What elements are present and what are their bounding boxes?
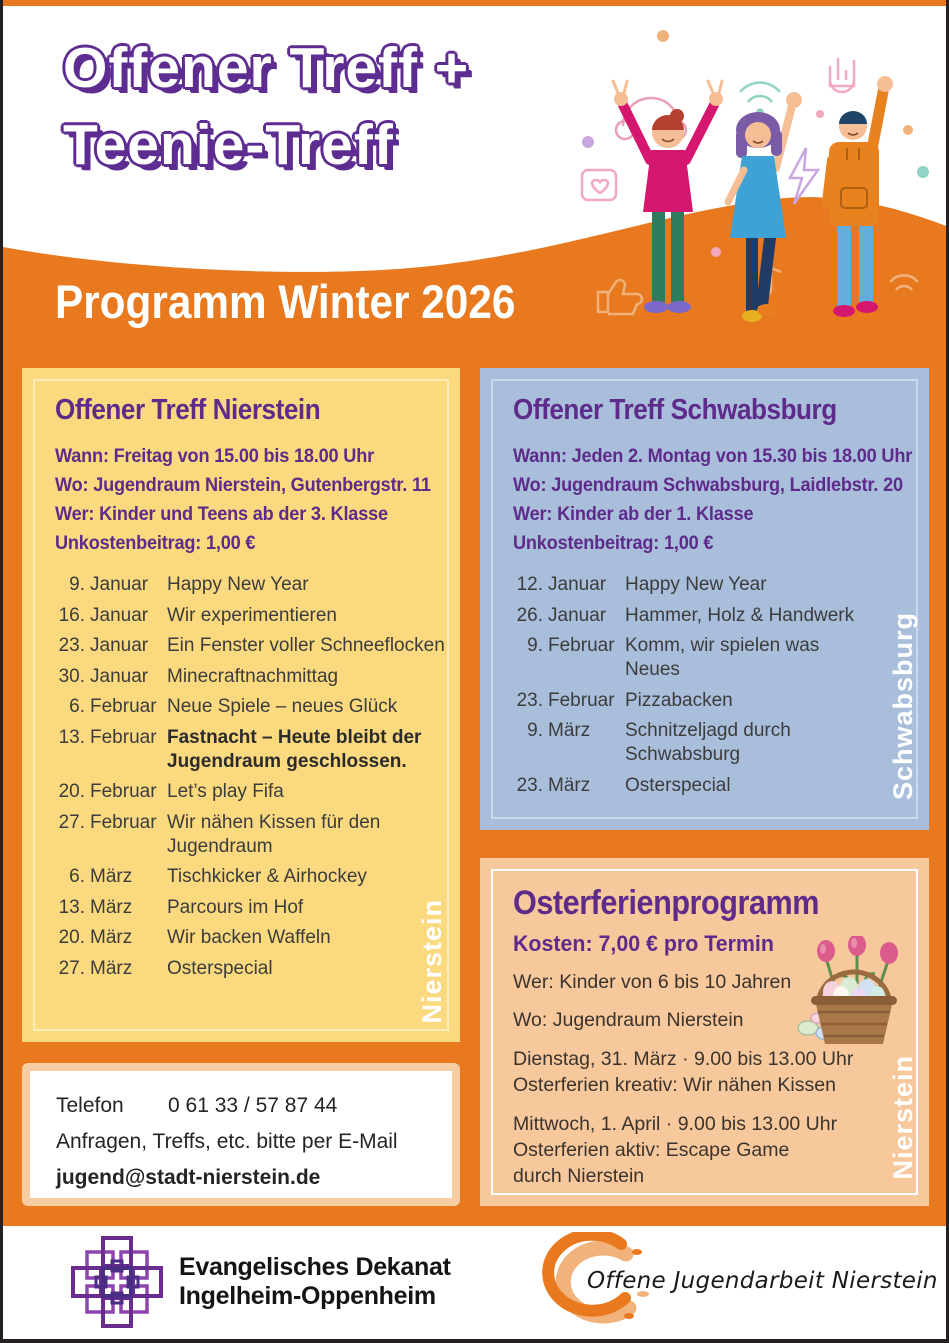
schedule-row [55, 634, 446, 658]
date-day: 9. [527, 720, 543, 741]
oster-session [513, 1111, 858, 1189]
date-month: Januar [90, 604, 149, 626]
wifi-icon [890, 275, 918, 290]
teen-middle [728, 92, 802, 322]
oster-kosten: Kosten: 7,00 € pro Termin [513, 931, 774, 956]
teens-illustration [568, 20, 940, 342]
heart-like-icon [582, 170, 616, 200]
date-month: Januar [90, 574, 149, 595]
session-date: Mittwoch, 1. April · 9.00 bis 13.00 Uhr [513, 1113, 838, 1135]
activity: Komm, wir spielen was Neues [625, 635, 820, 680]
session-date: Dienstag, 31. März · 9.00 bis 13.00 Uhr [513, 1048, 854, 1070]
card-offener-treff-schwabsburg [480, 368, 929, 830]
date-day: 23. [58, 635, 85, 656]
date-day: 20. [58, 927, 85, 948]
activity: Hammer, Holz & Handwerk [625, 604, 855, 626]
date-month: März [90, 927, 133, 948]
activity: Osterspecial [625, 774, 731, 796]
date-day: 26. [516, 604, 543, 626]
schedule-row [55, 604, 446, 628]
meta-wo: Wo: Jugendraum Schwabsburg, Laidlebstr. 20 [513, 474, 903, 496]
teen-left [613, 81, 723, 313]
session-activity-cont: durch Nierstein [513, 1165, 645, 1187]
date-month: Januar [548, 574, 607, 595]
side-label-nierstein: Nierstein [417, 899, 447, 1024]
date-month: Februar [90, 726, 157, 748]
meta-wer: Wer: Kinder und Teens ab der 3. Klasse [55, 503, 388, 525]
schedule-row [513, 719, 865, 767]
oster-session [513, 1046, 858, 1098]
card-title: Offener Treff Schwabsburg [513, 394, 837, 426]
meta-beitrag: Unkostenbeitrag: 1,00 € [513, 532, 714, 554]
date-day: 6. [69, 866, 85, 887]
activity: Happy New Year [625, 574, 767, 595]
dekanat-cross-logo [69, 1234, 165, 1330]
program-title: Programm Winter 2026 [55, 275, 516, 328]
activity: Happy New Year [167, 574, 309, 595]
phone-label: Telefon [56, 1094, 124, 1117]
date-month: Februar [548, 689, 615, 711]
schedule-row [55, 811, 446, 859]
schedule-row [55, 780, 446, 804]
date-day: 30. [58, 665, 85, 687]
date-month: Februar [548, 635, 615, 656]
schedule-list [55, 573, 446, 981]
schedule-list [513, 573, 915, 798]
date-month: Februar [90, 696, 157, 717]
date-month: Februar [90, 811, 157, 833]
date-day: 13. [58, 726, 85, 748]
date-day: 23. [516, 689, 543, 711]
oster-wo: Wo: Jugendraum Nierstein [513, 1009, 744, 1031]
card-meta [513, 442, 913, 558]
phone-number: 0 61 33 / 57 87 44 [168, 1094, 338, 1117]
card-meta [55, 442, 431, 558]
schedule-row [55, 726, 446, 774]
dekanat-line1: Evangelisches Dekanat [179, 1253, 451, 1281]
date-day: 16. [58, 604, 85, 626]
activity: Schnitzeljagd durch Schwabsburg [625, 720, 791, 765]
date-month: März [90, 957, 133, 979]
session-activity: Osterferien aktiv: Escape Game [513, 1139, 790, 1161]
date-day: 27. [58, 811, 85, 833]
side-label-schwabsburg: Schwabsburg [888, 611, 918, 800]
teen-right [827, 76, 893, 317]
schedule-row [55, 957, 446, 981]
contact-phone-row [56, 1088, 426, 1124]
card-offener-treff-nierstein [22, 368, 460, 1042]
dekanat-logo-block [69, 1234, 451, 1330]
jugendarbeit-name: Offene Jugendarbeit Nierstein [587, 1268, 938, 1294]
date-day: 9. [527, 635, 543, 656]
date-month: Januar [90, 665, 149, 687]
thumbs-up-icon [598, 280, 642, 314]
activity: Neue Spiele – neues Glück [167, 696, 398, 717]
meta-wo: Wo: Jugendraum Nierstein, Gutenbergstr. 11 [55, 474, 431, 496]
activity: Let’s play Fifa [167, 781, 284, 802]
schedule-row [55, 896, 446, 920]
page-title-line2: Teenie-Treff [63, 113, 394, 177]
activity: Pizzabacken [625, 689, 733, 711]
activity: Parcours im Hof [167, 896, 304, 918]
activity: Osterspecial [167, 957, 273, 979]
activity-closed-notice: Fastnacht – Heute bleibt der Jugendraum geschlossen. [167, 726, 422, 772]
schedule-row [513, 573, 865, 597]
date-day: 23. [516, 774, 543, 796]
page-title [63, 30, 469, 184]
schedule-row [55, 695, 446, 719]
date-month: März [548, 774, 591, 796]
lightning-icon [790, 148, 818, 204]
activity: Wir nähen Kissen für den Jugendraum [167, 811, 381, 857]
schedule-row [55, 865, 446, 889]
wifi-icon [740, 83, 780, 115]
date-month: Januar [90, 635, 149, 656]
date-day: 13. [58, 896, 85, 918]
page-title-line1: Offener Treff + [63, 36, 470, 100]
date-day: 6. [69, 696, 85, 717]
card-title: Osterferienprogramm [513, 884, 820, 922]
schedule-row [55, 926, 446, 950]
rock-hand-icon [830, 58, 854, 92]
date-day: 20. [58, 781, 85, 802]
schedule-row [513, 774, 865, 798]
schedule-row [513, 604, 865, 628]
schedule-row [513, 689, 865, 713]
date-month: März [548, 720, 591, 741]
session-activity: Osterferien kreativ: Wir nähen Kissen [513, 1074, 836, 1096]
date-month: März [90, 896, 133, 918]
dekanat-line2: Ingelheim-Oppenheim [179, 1282, 436, 1310]
meta-wann: Wann: Freitag von 15.00 bis 18.00 Uhr [55, 445, 374, 467]
dekanat-name [179, 1253, 451, 1311]
side-label-nierstein: Nierstein [888, 1055, 918, 1180]
activity: Wir backen Waffeln [167, 927, 331, 948]
meta-beitrag: Unkostenbeitrag: 1,00 € [55, 532, 256, 554]
activity: Minecraftnachmittag [167, 665, 339, 687]
date-month: Februar [90, 781, 157, 802]
meta-wann: Wann: Jeden 2. Montag von 15.30 bis 18.00 Uhr [513, 445, 913, 467]
date-day: 27. [58, 957, 85, 979]
activity: Ein Fenster voller Schneeflocken [167, 635, 445, 656]
card-osterferienprogramm [480, 858, 929, 1206]
footer [3, 1226, 946, 1339]
date-day: 12. [516, 574, 543, 595]
schedule-row [513, 634, 865, 682]
contact-email[interactable]: jugend@stadt-nierstein.de [56, 1166, 321, 1189]
activity: Wir experimentieren [167, 604, 337, 626]
date-day: 9. [69, 574, 85, 595]
contact-box [22, 1063, 460, 1206]
schedule-row [55, 665, 446, 689]
oster-wer: Wer: Kinder von 6 bis 10 Jahren [513, 971, 792, 993]
contact-note: Anfragen, Treffs, etc. bitte per E-Mail [56, 1130, 398, 1153]
jugendarbeit-logo-block [531, 1228, 939, 1336]
card-title: Offener Treff Nierstein [55, 394, 321, 426]
date-month: März [90, 866, 133, 887]
schedule-row [55, 573, 446, 597]
meta-wer: Wer: Kinder ab der 1. Klasse [513, 503, 754, 525]
activity: Tischkicker & Airhockey [167, 866, 367, 887]
date-month: Januar [548, 604, 607, 626]
